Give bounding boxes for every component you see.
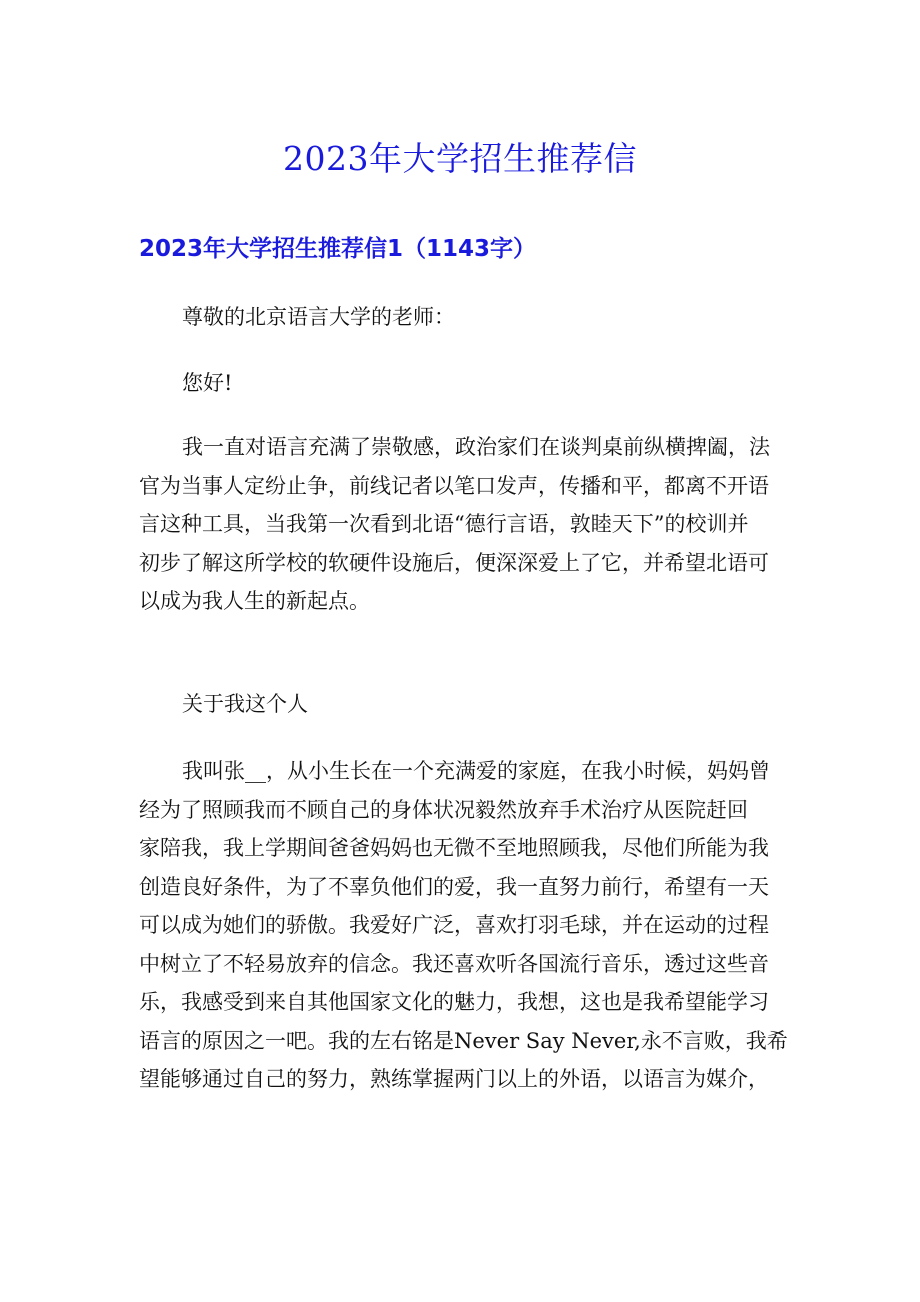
salutation-paragraph (139, 298, 789, 337)
subheading-paragraph (139, 685, 789, 724)
section-heading: 2023年大学招生推荐信1（1143字） (139, 236, 537, 262)
paragraph-line: 以成为我人生的新起点。 (139, 589, 370, 613)
paragraph-line: 言这种工具，当我第一次看到北语“德行言语，敦睦天下”的校训并 (139, 512, 749, 536)
paragraph-line: 初步了解这所学校的软硬件设施后，便深深爱上了它，并希望北语可 (139, 550, 769, 575)
document-title: 2023年大学招生推荐信 (283, 139, 637, 178)
paragraph-line: 乐，我感受到来自其他国家文化的魅力，我想，这也是我希望能学习 (139, 990, 769, 1014)
subheading-about-me: 关于我这个人 (182, 692, 308, 716)
paragraph-line: 官为当事人定纷止争，前线记者以笔口发声，传播和平，都离不开语 (139, 473, 769, 498)
greeting-paragraph (139, 364, 789, 403)
salutation: 尊敬的北京语言大学的老师： (182, 305, 455, 329)
body-paragraph-2 (139, 752, 789, 1099)
greeting: 您好! (182, 371, 233, 395)
body-paragraph-1 (139, 428, 789, 621)
paragraph-line: 中树立了不轻易放弃的信念。我还喜欢听各国流行音乐，透过这些音 (139, 951, 769, 976)
paragraph-line: 家陪我，我上学期间爸爸妈妈也无微不至地照顾我，尽他们所能为我 (139, 836, 769, 860)
paragraph-line: 语言的原因之一吧。我的左右铭是Never Say Never,永不言败，我希 (139, 1028, 788, 1053)
paragraph-line: 经为了照顾我而不顾自己的身体状况毅然放弃手术治疗从医院赶回 (139, 797, 748, 822)
paragraph-line: 望能够通过自己的努力，熟练掌握两门以上的外语，以语言为媒介， (139, 1067, 769, 1091)
paragraph-line: 创造良好条件，为了不辜负他们的爱，我一直努力前行，希望有一天 (139, 874, 769, 899)
paragraph-line: 我叫张__，从小生长在一个充满爱的家庭，在我小时候，妈妈曾 (182, 759, 770, 783)
paragraph-line: 我一直对语言充满了崇敬感，政治家们在谈判桌前纵横捭阖，法 (182, 435, 770, 459)
paragraph-line: 可以成为她们的骄傲。我爱好广泛，喜欢打羽毛球，并在运动的过程 (139, 913, 769, 937)
